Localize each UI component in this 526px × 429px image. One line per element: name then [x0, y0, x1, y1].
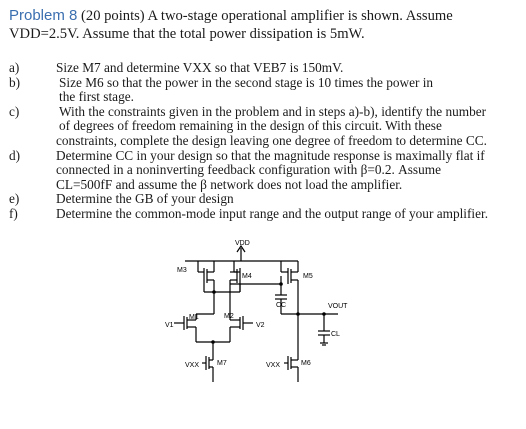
item-d-cont	[9, 163, 519, 178]
m7-label: M7	[217, 360, 227, 367]
item-a	[9, 61, 519, 76]
problem-points: (20 points)	[81, 8, 145, 24]
item-label: f)	[9, 205, 18, 221]
item-text: of degrees of freedom remaining in the design of this circuit. With these	[59, 118, 442, 134]
item-label: a)	[9, 60, 20, 75]
item-text: With the constraints given in the problem and in steps a)-b), identify the number	[59, 103, 487, 119]
m3-label: M3	[177, 267, 187, 274]
item-c-cont	[9, 134, 519, 149]
problem-intro-2: VDD=2.5V. Assume that the total power dissipation is 5mW.	[9, 26, 365, 42]
item-e	[9, 192, 519, 207]
opamp-schematic	[138, 232, 388, 428]
cl-label: CL	[331, 331, 340, 338]
problem-header	[9, 7, 514, 43]
item-label: c)	[9, 103, 20, 119]
item-text: connected in a noninverting feedback configuration with β=0.2. Assume	[56, 162, 441, 178]
item-f	[9, 207, 519, 222]
item-text: CL=500fF and assume the β network does not load the amplifier.	[56, 176, 403, 192]
problem-intro: A two-stage operational amplifier is shown. Assume	[147, 8, 453, 24]
item-c-cont	[9, 119, 519, 134]
m1-label: M1	[189, 314, 199, 321]
item-d	[9, 149, 519, 164]
schematic-svg	[138, 232, 388, 428]
cc-label: CC	[276, 302, 287, 309]
item-text: Determine CC in your design so that the magnitude response is maximally flat if	[56, 147, 485, 163]
item-label: e)	[9, 191, 20, 207]
vout-label: VOUT	[328, 303, 348, 310]
v2-label: V2	[256, 322, 265, 329]
m4-label: M4	[242, 273, 252, 280]
item-label: d)	[9, 147, 21, 163]
m6-label: M6	[301, 360, 311, 367]
item-b	[9, 76, 519, 91]
item-text: Determine the common-mode input range and the output range of your amplifier.	[56, 205, 489, 221]
problem-items	[9, 61, 519, 222]
item-d-cont	[9, 178, 519, 193]
problem-title: Problem 8	[9, 7, 78, 24]
item-label: b)	[9, 74, 21, 90]
item-text: the first stage.	[59, 89, 134, 105]
item-text: Determine the GB of your design	[56, 191, 234, 207]
item-text: Size M6 so that the power in the second stage is 10 times the power in	[59, 74, 434, 90]
v1-label: V1	[165, 322, 174, 329]
item-text: Size M7 and determine VXX so that VEB7 is 150mV.	[56, 60, 344, 75]
vdd-label: VDD	[235, 240, 250, 247]
item-b-cont	[9, 90, 519, 105]
item-text: constraints, complete the design leaving one degree of freedom to determine CC.	[56, 132, 487, 148]
item-c	[9, 105, 519, 120]
m5-label: M5	[303, 273, 313, 280]
vxx-label-1: VXX	[185, 362, 200, 369]
m2-label: M2	[224, 313, 234, 320]
vxx-label-2: VXX	[266, 362, 281, 369]
